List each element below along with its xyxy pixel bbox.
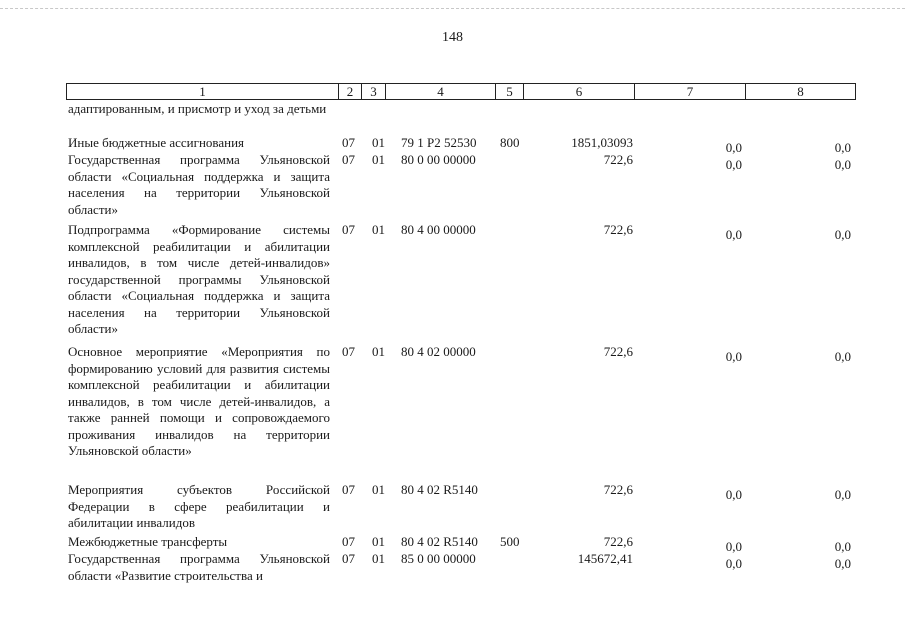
row-section: 07	[342, 152, 355, 167]
row-section: 07	[342, 135, 355, 150]
row-amount-col6: 1851,03093	[571, 135, 633, 150]
page-top-rule	[0, 8, 905, 9]
table-row	[66, 222, 856, 339]
row-subsection: 01	[372, 551, 385, 566]
row-section: 07	[342, 482, 355, 497]
row-section: 07	[342, 344, 355, 359]
row-amount-col8: 0,0	[834, 349, 851, 364]
row-description: адаптированным, и присмотр и уход за детьми	[68, 101, 327, 116]
row-section: 07	[342, 534, 355, 549]
row-target-code: 80 4 00 00000	[401, 222, 476, 237]
row-amount-col6: 722,6	[603, 152, 633, 167]
table-row	[66, 551, 856, 585]
header-col-2: 2	[338, 83, 362, 100]
header-col-6: 6	[523, 83, 635, 100]
row-description: Подпрограмма «Формирование системы комплексной реабилитации и абилитации инвалидов, в том числе детей-инвалидов» государственной программы Ульяновской области «Социальная поддержка и защита населения на территории Ульяновской области»	[68, 222, 330, 336]
row-subsection: 01	[372, 222, 385, 237]
row-section: 07	[342, 222, 355, 237]
row-target-code: 80 0 00 00000	[401, 152, 476, 167]
row-amount-col6: 722,6	[603, 482, 633, 497]
row-amount-col7: 0,0	[725, 157, 742, 172]
row-description: Межбюджетные трансферты	[68, 534, 228, 549]
row-amount-col7: 0,0	[725, 349, 742, 364]
row-subsection: 01	[372, 344, 385, 359]
header-col-7: 7	[634, 83, 746, 100]
row-amount-col6: 722,6	[603, 534, 633, 549]
table-header-row	[66, 83, 856, 100]
row-target-code: 80 4 02 00000	[401, 344, 476, 359]
row-description: Основное мероприятие «Мероприятия по формированию условий для развития системы комплексной реабилитации и абилитации инвалидов, в том числе детей-инвалидов, а также ранней помощи и сопровождаемого проживания инвалидов на территории Ульяновской области»	[68, 344, 330, 458]
row-amount-col7: 0,0	[725, 227, 742, 242]
row-description: Государственная программа Ульяновской области «Социальная поддержка и защита населения на территории Ульяновской области»	[68, 152, 330, 217]
header-col-3: 3	[361, 83, 386, 100]
row-section: 07	[342, 551, 355, 566]
row-amount-col8: 0,0	[834, 539, 851, 554]
row-amount-col8: 0,0	[834, 140, 851, 155]
header-col-4: 4	[385, 83, 496, 100]
header-col-5: 5	[495, 83, 524, 100]
table-row	[66, 534, 856, 554]
row-amount-col7: 0,0	[725, 539, 742, 554]
row-expense-type: 800	[500, 135, 520, 150]
row-amount-col6: 145672,41	[577, 551, 633, 566]
row-amount-col8: 0,0	[834, 556, 851, 571]
row-subsection: 01	[372, 152, 385, 167]
row-target-code: 80 4 02 R5140	[401, 482, 478, 497]
table-row	[66, 135, 856, 155]
row-target-code: 85 0 00 00000	[401, 551, 476, 566]
row-target-code: 80 4 02 R5140	[401, 534, 478, 549]
page-number: 148	[442, 30, 463, 45]
row-subsection: 01	[372, 135, 385, 150]
header-col-1: 1	[66, 83, 339, 100]
row-amount-col7: 0,0	[725, 556, 742, 571]
row-amount-col8: 0,0	[834, 487, 851, 502]
table-row	[66, 482, 856, 532]
row-expense-type: 500	[500, 534, 520, 549]
row-amount-col6: 722,6	[603, 222, 633, 237]
table-row	[66, 152, 856, 219]
row-amount-col8: 0,0	[834, 157, 851, 172]
table-row	[66, 101, 856, 134]
table-row	[66, 344, 856, 478]
row-amount-col8: 0,0	[834, 227, 851, 242]
row-subsection: 01	[372, 534, 385, 549]
header-col-8: 8	[745, 83, 856, 100]
row-description: Иные бюджетные ассигнования	[68, 135, 245, 150]
row-description: Мероприятия субъектов Российской Федерации в сфере реабилитации и абилитации инвалидов	[68, 482, 330, 530]
row-amount-col7: 0,0	[725, 487, 742, 502]
row-amount-col6: 722,6	[603, 344, 633, 359]
row-description: Государственная программа Ульяновской области «Развитие строительства и	[68, 551, 330, 583]
row-target-code: 79 1 P2 52530	[401, 135, 477, 150]
row-amount-col7: 0,0	[725, 140, 742, 155]
row-subsection: 01	[372, 482, 385, 497]
